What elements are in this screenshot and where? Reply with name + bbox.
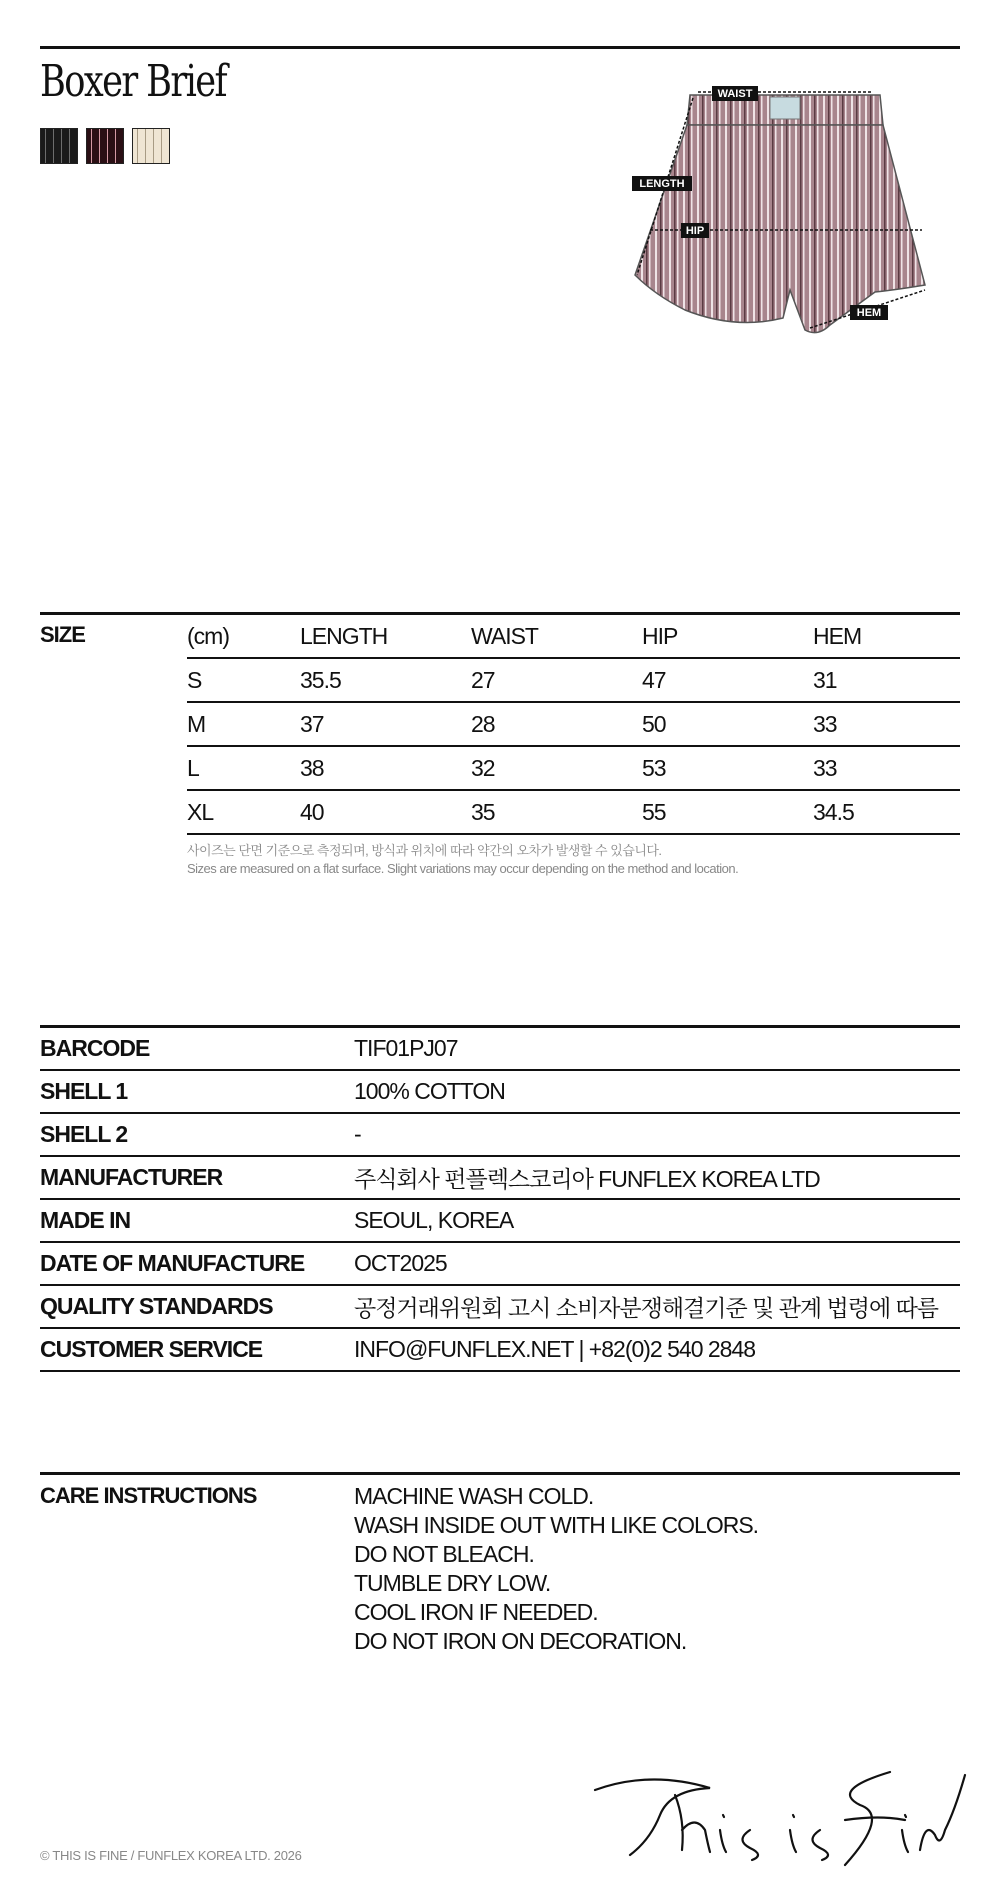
care-line: DO NOT BLEACH. [354, 1541, 534, 1567]
spec-row [40, 1027, 960, 1071]
size-cell: 50 [642, 702, 813, 746]
spec-key: SHELL 2 [40, 1113, 354, 1156]
size-cell: 55 [642, 790, 813, 834]
care-instructions [354, 1482, 758, 1656]
spec-row [40, 1156, 960, 1199]
size-row [187, 658, 960, 702]
length-label: LENGTH [639, 178, 685, 190]
size-cell: 35.5 [300, 658, 471, 702]
size-cell: 31 [813, 658, 960, 702]
hem-label: HEM [856, 307, 882, 319]
spec-row [40, 1285, 960, 1328]
spec-value: OCT2025 [354, 1242, 960, 1285]
swatch-burgundy[interactable] [86, 128, 124, 164]
spec-row [40, 1070, 960, 1113]
size-table [187, 615, 960, 835]
size-cell: 35 [471, 790, 642, 834]
spec-value: 100% COTTON [354, 1070, 960, 1113]
care-line: TUMBLE DRY LOW. [354, 1570, 551, 1596]
size-row [187, 746, 960, 790]
size-row [187, 790, 960, 834]
swatch-black[interactable] [40, 128, 78, 164]
size-cell: 37 [300, 702, 471, 746]
spec-key: MANUFACTURER [40, 1156, 354, 1199]
size-cell: 33 [813, 746, 960, 790]
brand-signature-logo [590, 1760, 970, 1870]
spec-value: - [354, 1113, 960, 1156]
care-section-label: CARE INSTRUCTIONS [40, 1483, 257, 1508]
spec-key: MADE IN [40, 1199, 354, 1242]
size-header-hem: HEM [813, 615, 960, 658]
boxer-measurement-illustration [625, 80, 955, 350]
size-cell: 28 [471, 702, 642, 746]
product-title: Boxer Brief [40, 56, 226, 107]
spec-key: DATE OF MANUFACTURE [40, 1242, 354, 1285]
spec-key: BARCODE [40, 1027, 354, 1071]
top-rule [40, 46, 960, 49]
spec-key: CUSTOMER SERVICE [40, 1328, 354, 1371]
size-header-hip: HIP [642, 615, 813, 658]
size-cell: 32 [471, 746, 642, 790]
spec-table [40, 1025, 960, 1372]
care-line: DO NOT IRON ON DECORATION. [354, 1628, 687, 1654]
size-cell: S [187, 658, 300, 702]
size-cell: M [187, 702, 300, 746]
size-cell: 40 [300, 790, 471, 834]
size-header-waist: WAIST [471, 615, 642, 658]
hip-label: HIP [685, 225, 705, 237]
color-swatches [40, 128, 170, 164]
size-cell: L [187, 746, 300, 790]
size-row [187, 702, 960, 746]
size-cell: 53 [642, 746, 813, 790]
size-note-en: Sizes are measured on a flat surface. Slight variations may occur depending on the method and location. [187, 861, 739, 876]
size-note-ko: 사이즈는 단면 기준으로 측정되며, 방식과 위치에 따라 약간의 오차가 발생할 수 있습니다. [187, 843, 662, 858]
spec-value: TIF01PJ07 [354, 1027, 960, 1071]
spec-value: SEOUL, KOREA [354, 1199, 960, 1242]
size-cell: 27 [471, 658, 642, 702]
spec-value: 공정거래위원회 고시 소비자분쟁해결기준 및 관계 법령에 따름 [354, 1285, 960, 1328]
size-cell: 38 [300, 746, 471, 790]
size-note [187, 842, 738, 878]
size-cell: 47 [642, 658, 813, 702]
size-section-label: SIZE [40, 622, 85, 647]
size-header-row [187, 615, 960, 658]
size-header-length: LENGTH [300, 615, 471, 658]
spec-row [40, 1328, 960, 1371]
spec-row [40, 1113, 960, 1156]
size-header-unit: (cm) [187, 615, 300, 658]
spec-row [40, 1199, 960, 1242]
size-cell: 33 [813, 702, 960, 746]
waist-label: WAIST [717, 88, 753, 100]
spec-key: SHELL 1 [40, 1070, 354, 1113]
care-line: COOL IRON IF NEEDED. [354, 1599, 598, 1625]
spec-row [40, 1242, 960, 1285]
spec-key: QUALITY STANDARDS [40, 1285, 354, 1328]
care-line: WASH INSIDE OUT WITH LIKE COLORS. [354, 1512, 759, 1538]
swatch-cream[interactable] [132, 128, 170, 164]
spec-value: 주식회사 펀플렉스코리아 FUNFLEX KOREA LTD [354, 1156, 960, 1199]
customer-service-link[interactable]: INFO@FUNFLEX.NET | +82(0)2 540 2848 [354, 1328, 960, 1371]
care-rule [40, 1472, 960, 1475]
copyright: © THIS IS FINE / FUNFLEX KOREA LTD. 2026 [40, 1848, 302, 1863]
size-cell: 34.5 [813, 790, 960, 834]
care-line: MACHINE WASH COLD. [354, 1483, 594, 1509]
size-cell: XL [187, 790, 300, 834]
